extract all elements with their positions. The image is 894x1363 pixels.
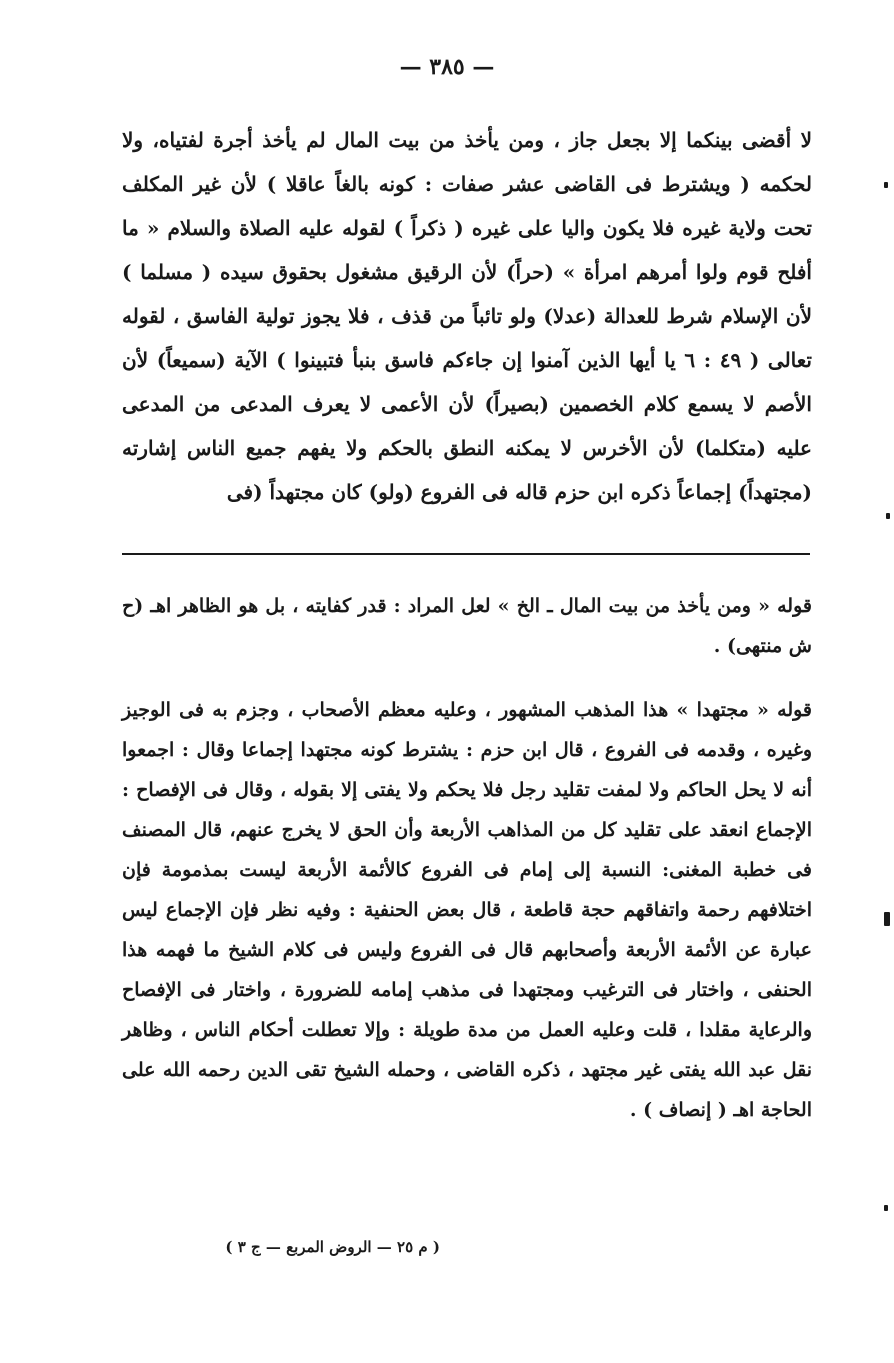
margin-mark xyxy=(886,513,890,519)
main-text-block xyxy=(122,118,812,514)
page-number: — ٣٨٥ — xyxy=(399,54,495,80)
footnotes-block xyxy=(122,586,812,1130)
footnote-keyword: قوله xyxy=(777,699,813,721)
footnote-text: « ومن يأخذ من بيت المال ـ الخ » لعل المراد : قدر كفايته ، بل هو الظاهر اهـ (ح ش منتهى) . xyxy=(122,595,812,657)
margin-mark xyxy=(884,182,888,188)
footnote-text: « مجتهدا » هذا المذهب المشهور ، وعليه معظم الأصحاب ، وجزم به فى الوجيز وغيره ، وقدمه فى الفروع ، قال ابن حزم : يشترط كونه مجتهدا إجماعا وقال : اجمعوا أنه لا يحل الحاكم ولا لمفت تقليد رجل فلا يحكم ولا يفتى إلا بقوله ، وقال فى الإفصاح : الإجماع انعقد على تقليد كل من المذاهب الأربعة وأن الحق لا يخرج عنهم، قال المصنف فى خطبة المغنى: النسبة إلى إمام فى الفروع كالأئمة الأربعة ليست بمذمومة فإن اختلافهم رحمة واتفاقهم حجة قاطعة ، قال بعض الحنفية : وفيه نظر فإن الإجماع ليس عبارة عن الأئمة الأربعة وأصحابهم قال فى الفروع وليس فى كلام الشيخ ما فهمه هذا الحنفى ، واختار فى الترغيب ومجتهدا فى مذهب إمامه للضرورة ، واختار فى الإفصاح والرعاية مقلدا ، قلت وعليه العمل من مدة طويلة : وإلا تعطلت أحكام الناس ، وظاهر نقل عبد الله يفتى غير مجتهد ، ذكره القاضى ، وحمله الشيخ تقى الدين رحمه الله على الحاجة اهـ ( إنصاف ) . xyxy=(122,699,812,1121)
main-text-paragraph: لا أقضى بينكما إلا بجعل جاز ، ومن يأخذ من بيت المال لم يأخذ أجرة لفتياه، ولا لحكمه ( ويشترط فى القاضى عشر صفات : كونه بالغاً عاقلا ) لأن غير المكلف تحت ولاية غيره فلا يكون واليا على غيره ( ذكراً ) لقوله عليه الصلاة والسلام « ما أفلح قوم ولوا أمرهم امرأة » (حراً) لأن الرقيق مشغول بحقوق سيده ( مسلما ) لأن الإسلام شرط للعدالة (عدلا) ولو تائباً من قذف ، فلا يجوز تولية الفاسق ، لقوله تعالى ( ٤٩ : ٦ يا أيها الذين آمنوا إن جاءكم فاسق بنبأ فتبينوا ) الآية (سميعاً) لأن الأصم لا يسمع كلام الخصمين (بصيراً) لأن الأعمى لا يعرف المدعى من المدعى عليه (متكلما) لأن الأخرس لا يمكنه النطق بالحكم ولا يفهم جميع الناس إشارته (مجتهداً) إجماعاً ذكره ابن حزم قاله فى الفروع (ولو) كان مجتهداً (فى xyxy=(122,128,812,504)
signature-line: ( م ٢٥ — الروض المربع — ج ٣ ) xyxy=(225,1238,440,1256)
margin-mark xyxy=(884,912,890,926)
footnote xyxy=(122,690,812,1130)
footnote-keyword: قوله xyxy=(777,595,812,617)
footnote-divider xyxy=(122,553,810,555)
margin-mark xyxy=(884,1205,888,1211)
footnote xyxy=(122,586,812,666)
